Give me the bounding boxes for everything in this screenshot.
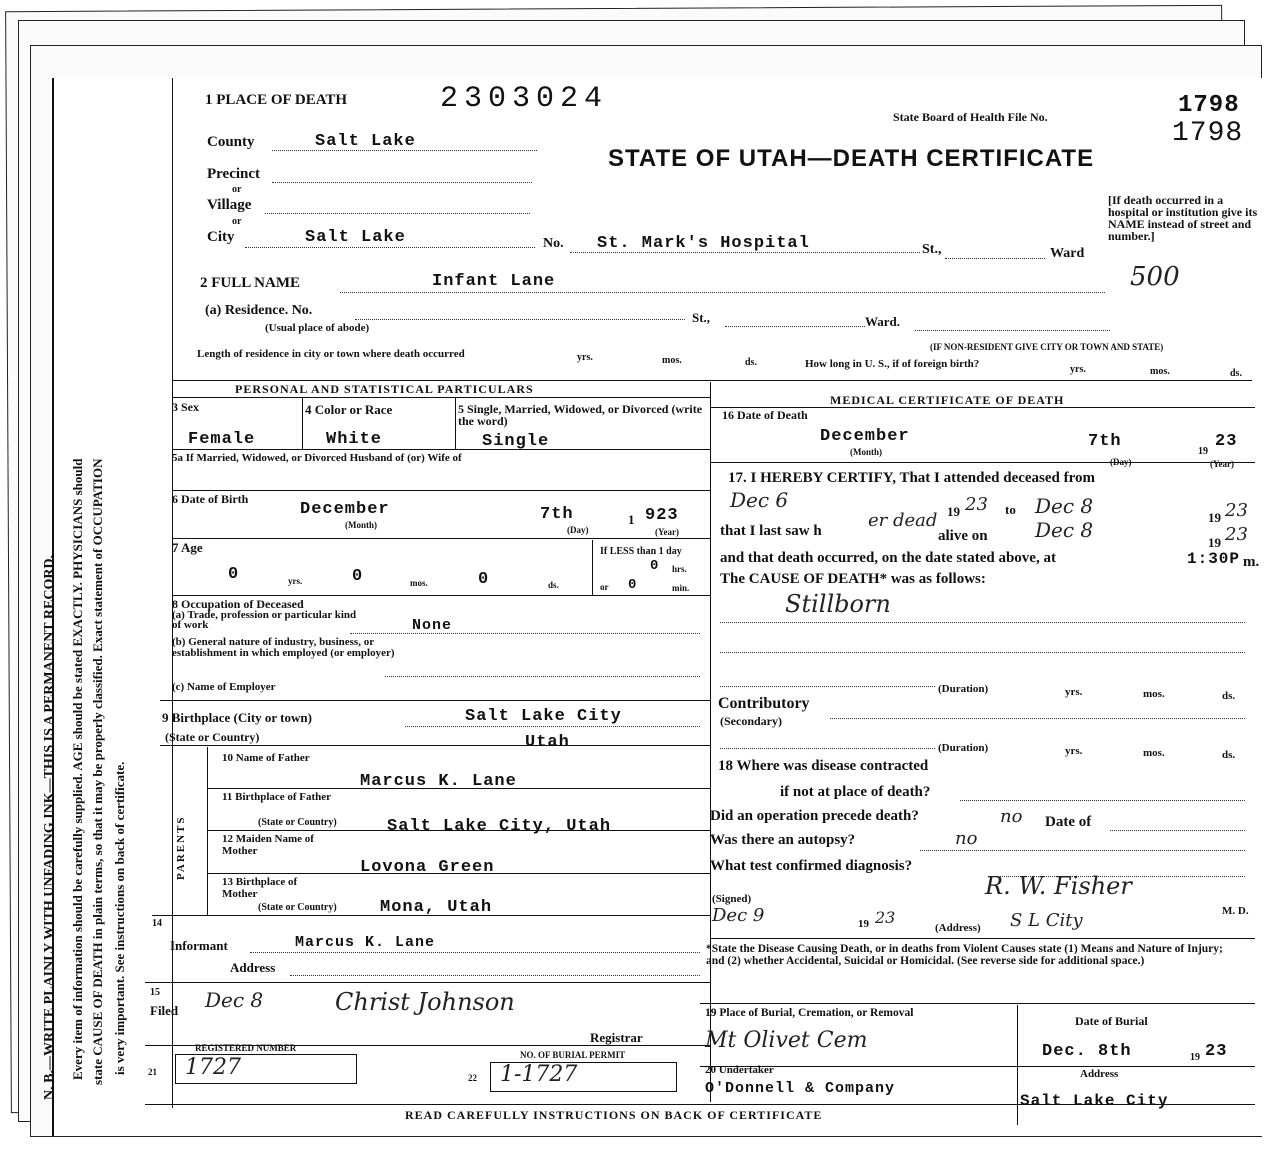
md-label: M. D. — [1222, 905, 1249, 917]
residence-st-line — [725, 326, 865, 327]
marital-value: Single — [482, 432, 550, 451]
mother-value: Lovona Green — [360, 858, 495, 877]
birthplace-state: Utah — [525, 733, 570, 752]
age-label: 7 Age — [172, 540, 203, 555]
dob-month-sub: (Month) — [345, 520, 377, 530]
age-yrs: 0 — [228, 565, 240, 584]
q18-label: 18 Where was disease contracted — [718, 758, 929, 774]
foreign-ds: ds. — [1230, 368, 1242, 379]
hospital-note: [If death occurred in a hospital or institution give its NAME instead of street and number.] — [1108, 193, 1258, 243]
registrar-label: Registrar — [590, 1030, 643, 1045]
sex-value: Female — [188, 430, 256, 449]
full-name-label: 2 FULL NAME — [200, 275, 301, 291]
less-label: If LESS than 1 day — [600, 546, 682, 557]
residence-ward-line — [915, 330, 1110, 331]
row-rule-8 — [207, 830, 710, 831]
burial-label: 19 Place of Burial, Cremation, or Removal — [705, 1007, 914, 1019]
lastsaw-hand: er dead — [868, 510, 938, 531]
duration-label-2: (Duration) — [938, 742, 989, 754]
center-rule — [710, 382, 711, 1102]
occ-a-line — [350, 633, 700, 634]
full-name-line — [340, 292, 1105, 293]
color-label: 4 Color or Race — [305, 402, 393, 417]
parents-label: PARENTS — [175, 815, 187, 880]
date-of-line — [1110, 830, 1245, 831]
signed-label: (Signed) — [712, 893, 752, 905]
less-hrs: 0 — [650, 558, 660, 574]
mother-label: 12 Maiden Name of Mother — [222, 833, 314, 857]
duration-mos-1: mos. — [1143, 688, 1165, 700]
residence-ward: Ward. — [865, 314, 901, 329]
burial-date-label: Date of Burial — [1075, 1014, 1148, 1028]
st-label: St., — [922, 242, 942, 257]
medical-rule-1 — [710, 462, 1255, 463]
burial-permit-label: NO. OF BURIAL PERMIT — [520, 1050, 626, 1060]
row-rule-10 — [152, 915, 710, 916]
foreign-label: How long in U. S., if of foreign birth? — [805, 358, 980, 370]
nonresident-note: (IF NON-RESIDENT GIVE CITY OR TOWN AND STATE) — [930, 342, 1164, 352]
precinct-line — [272, 182, 532, 183]
undertaker-label: 20 Undertaker — [705, 1064, 774, 1076]
dod-year: 23 — [1215, 432, 1238, 451]
no-label: No. — [543, 236, 564, 251]
less-hrs-sub: hrs. — [672, 564, 687, 574]
reg-no-value: 1727 — [185, 1055, 241, 1080]
row-rule-4 — [172, 595, 710, 596]
from-year-prefix: 19 — [947, 504, 960, 519]
foreign-mos: mos. — [1150, 366, 1170, 377]
dod-year-prefix: 19 — [1198, 446, 1208, 457]
death-time-suffix: m. — [1243, 554, 1260, 570]
from-date: Dec 6 — [730, 488, 789, 512]
residence-sub: (Usual place of abode) — [265, 322, 370, 334]
filed-no: 15 — [150, 987, 160, 998]
sign-date: Dec 9 — [712, 905, 765, 926]
birthplace-state-label: (State or Country) — [165, 730, 260, 744]
burial-year: 23 — [1205, 1042, 1228, 1061]
signature: R. W. Fisher — [985, 872, 1132, 900]
death-time: 1:30P — [1187, 550, 1241, 568]
filed-signature: Christ Johnson — [335, 988, 515, 1016]
color-marital-rule — [455, 397, 456, 449]
certificate-title: STATE OF UTAH—DEATH CERTIFICATE — [608, 145, 1095, 172]
reg-no-label: REGISTERED NUMBER — [195, 1043, 297, 1053]
state-board-value: 1798 — [1178, 92, 1240, 119]
county-label: County — [207, 134, 255, 150]
color-value: White — [326, 430, 383, 449]
to-year-prefix: 19 — [1208, 510, 1221, 525]
alive-year: 23 — [1225, 524, 1248, 545]
occ-value: None — [412, 617, 453, 634]
filed-label: Filed — [150, 1003, 179, 1018]
test-label: What test confirmed diagnosis? — [710, 858, 913, 874]
city-value: Salt Lake — [305, 228, 406, 247]
informant-address-line — [290, 975, 700, 976]
spouse-label: 5a If Married, Widowed, or Divorced Husband of (or) Wife of — [172, 452, 462, 464]
duration-yrs-2: yrs. — [1065, 745, 1083, 757]
precinct-label: Precinct — [207, 166, 261, 182]
reg-no-prefix: 21 — [148, 1067, 157, 1077]
length-ds: ds. — [745, 357, 757, 368]
mother-bp-sub: (State or Country) — [258, 902, 337, 913]
undertaker-value: O'Donnell & Company — [705, 1080, 896, 1097]
medical-header: MEDICAL CERTIFICATE OF DEATH — [830, 393, 1065, 407]
dod-month: December — [820, 427, 910, 446]
ward-label: Ward — [1050, 246, 1085, 261]
city-label: City — [207, 229, 235, 245]
undertaker-address-label: Address — [1080, 1068, 1119, 1080]
less-or: or — [600, 582, 609, 592]
dod-year-sub: (Year) — [1210, 459, 1234, 469]
stamp-number: 2303024 — [440, 82, 609, 116]
father-label: 10 Name of Father — [222, 752, 310, 764]
length-mos: mos. — [662, 355, 682, 366]
burial-place: Mt Olivet Cem — [705, 1028, 868, 1053]
autopsy-label: Was there an autopsy? — [710, 832, 856, 848]
to-label: to — [1005, 502, 1016, 517]
burial-year-prefix: 19 — [1190, 1052, 1200, 1063]
autopsy-value: no — [955, 828, 978, 849]
father-bp-sub: (State or Country) — [258, 817, 337, 828]
informant-address-label: Address — [230, 960, 276, 975]
dod-label: 16 Date of Death — [722, 408, 808, 422]
age-mos: 0 — [352, 567, 364, 586]
less-min: 0 — [628, 577, 638, 593]
row-rule-2 — [172, 490, 710, 491]
birthplace-label: 9 Birthplace (City or town) — [162, 710, 312, 725]
handwritten-number: 500 — [1130, 262, 1180, 292]
dob-year: 923 — [645, 506, 679, 525]
medical-rule-2 — [710, 938, 1255, 939]
cause-value: Stillborn — [785, 590, 891, 618]
operation-value: no — [1000, 806, 1023, 827]
parents-rule — [207, 747, 208, 915]
death-occurred-label: and that death occurred, on the date stated above, at — [720, 550, 1056, 566]
or-1: or — [232, 184, 242, 195]
burial-permit-value: 1-1727 — [500, 1062, 578, 1087]
dob-year-prefix: 1 — [628, 512, 635, 527]
margin-line-2: Every item of information should be carefully supplied. AGE should be stated EXACTLY. PHYSICIANS should — [70, 458, 85, 1080]
autopsy-line — [920, 850, 1245, 851]
residence-line — [355, 319, 685, 320]
village-label: Village — [207, 197, 252, 213]
duration-ds-2: ds. — [1222, 749, 1236, 761]
sex-label: 3 Sex — [172, 400, 199, 414]
sex-color-rule — [302, 397, 303, 449]
margin-line-4: is very important. See instructions on back of certificate. — [112, 761, 127, 1075]
length-label: Length of residence in city or town where death occurred — [197, 348, 465, 360]
length-yrs: yrs. — [577, 352, 593, 363]
state-board-label: State Board of Health File No. — [893, 110, 1048, 124]
village-line — [265, 213, 530, 214]
dod-day-sub: (Day) — [1110, 457, 1132, 467]
row-rule-9 — [207, 873, 710, 874]
certify-label: 17. I HEREBY CERTIFY, That I attended deceased from — [728, 470, 1096, 486]
row-rule-1 — [172, 449, 710, 450]
margin-line-3: state CAUSE OF DEATH in plain terms, so that it may be properly classified. Exact statement of OCCUPATION — [90, 458, 105, 1085]
occ-b-label: (b) General nature of industry, business, or establishment in which employed (or employer) — [172, 636, 395, 659]
duration-ds-1: ds. — [1222, 690, 1236, 702]
date-of-label: Date of — [1045, 814, 1092, 830]
informant-label: Informant — [170, 938, 228, 953]
residence-st: St., — [692, 310, 711, 325]
undertaker-address: Salt Lake City — [1020, 1092, 1169, 1110]
cause-label: The CAUSE OF DEATH* was as follows: — [720, 571, 986, 587]
informant-value: Marcus K. Lane — [295, 934, 436, 951]
q18-line — [960, 800, 1245, 801]
personal-header-rule — [172, 397, 710, 398]
age-less-rule — [592, 540, 593, 595]
father-bp-label: 11 Birthplace of Father — [222, 791, 332, 803]
informant-line — [250, 952, 700, 953]
section-top-rule — [172, 380, 1252, 381]
row-rule-11 — [145, 982, 710, 983]
secondary-label: (Secondary) — [720, 714, 782, 728]
foreign-yrs: yrs. — [1070, 364, 1086, 375]
alive-date: Dec 8 — [1035, 518, 1094, 542]
occ-b-line — [385, 676, 700, 677]
personal-header: PERSONAL AND STATISTICAL PARTICULARS — [235, 382, 534, 396]
full-name-value: Infant Lane — [432, 272, 556, 291]
footer-instructions: READ CAREFULLY INSTRUCTIONS ON BACK OF CERTIFICATE — [405, 1108, 823, 1122]
state-board-stamp: 1798 — [1172, 118, 1244, 149]
operation-label: Did an operation precede death? — [710, 808, 919, 824]
age-ds-sub: ds. — [548, 580, 559, 590]
cause-line-3 — [720, 686, 935, 687]
occ-c-label: (c) Name of Employer — [172, 681, 276, 693]
filed-date: Dec 8 — [205, 988, 264, 1012]
duration-mos-2: mos. — [1143, 747, 1165, 759]
medical-note: *State the Disease Causing Death, or in deaths from Violent Causes state (1) Means and Nature of Injury; and (2) whether Accidental, Suicidal or Homicidal. (See reverse side for additional space.) — [706, 943, 1223, 967]
lastsaw-label: that I last saw h — [720, 523, 822, 539]
duration-yrs-1: yrs. — [1065, 686, 1083, 698]
dod-day: 7th — [1088, 432, 1122, 451]
contrib-line-2 — [720, 748, 935, 749]
sign-address-label: (Address) — [935, 922, 981, 934]
dob-month: December — [300, 500, 390, 519]
mother-bp-label: 13 Birthplace of Mother — [222, 876, 298, 900]
row-rule-7 — [207, 788, 710, 789]
marital-label: 5 Single, Married, Widowed, or Divorced (write the word) — [458, 402, 703, 428]
or-2: or — [232, 216, 242, 227]
father-bp-value: Salt Lake City, Utah — [387, 817, 612, 836]
from-year: 23 — [965, 494, 988, 515]
medical-rule-3 — [700, 1003, 1255, 1004]
to-year: 23 — [1225, 500, 1248, 521]
burial-date-rule — [1017, 1005, 1018, 1125]
age-ds: 0 — [478, 570, 490, 589]
alive-year-prefix: 19 — [1208, 535, 1221, 550]
duration-label-1: (Duration) — [938, 683, 989, 695]
burial-permit-prefix: 22 — [468, 1073, 477, 1083]
county-value: Salt Lake — [315, 132, 416, 151]
sign-year: 23 — [875, 908, 896, 927]
informant-no: 14 — [152, 918, 162, 929]
bottom-rule — [145, 1104, 1255, 1105]
sign-year-prefix: 19 — [858, 918, 869, 930]
residence-label: (a) Residence. No. — [205, 303, 313, 318]
contributory-label: Contributory — [718, 695, 810, 712]
less-min-sub: min. — [672, 583, 690, 593]
row-rule-5 — [160, 700, 710, 701]
place-of-death-label: 1 PLACE OF DEATH — [205, 92, 348, 108]
birthplace-line — [405, 726, 700, 727]
burial-date: Dec. 8th — [1042, 1042, 1132, 1061]
margin-line-1: N. B.—WRITE PLAINLY WITH UNFADING INK—THIS IS A PERMANENT RECORD. — [42, 554, 57, 1100]
medical-rule-4 — [700, 1066, 1255, 1067]
cause-line-1 — [720, 622, 1245, 623]
q18-sub: if not at place of death? — [780, 784, 931, 800]
dob-day-sub: (Day) — [567, 525, 589, 535]
dob-year-sub: (Year) — [655, 527, 679, 537]
occ-a-label: (a) Trade, profession or particular kind of work — [172, 609, 357, 631]
row-rule-3 — [172, 538, 710, 539]
cause-line-2 — [720, 652, 1245, 653]
age-mos-sub: mos. — [410, 578, 428, 588]
row-rule-6 — [160, 745, 710, 746]
no-value: St. Mark's Hospital — [597, 234, 810, 253]
to-date: Dec 8 — [1035, 494, 1094, 518]
dob-label: 6 Date of Birth — [172, 492, 249, 506]
mother-bp-value: Mona, Utah — [380, 898, 493, 917]
dod-month-sub: (Month) — [850, 447, 882, 457]
occ-label: 8 Occupation of Deceased — [172, 597, 304, 611]
dob-day: 7th — [540, 505, 574, 524]
city-line — [245, 247, 535, 248]
sign-address: S L City — [1010, 910, 1083, 931]
contrib-line-1 — [830, 718, 1245, 719]
age-yrs-sub: yrs. — [288, 576, 303, 586]
st-line — [945, 258, 1045, 259]
father-value: Marcus K. Lane — [360, 772, 517, 791]
birthplace-city: Salt Lake City — [465, 707, 622, 726]
alive-label: alive on — [938, 528, 988, 544]
